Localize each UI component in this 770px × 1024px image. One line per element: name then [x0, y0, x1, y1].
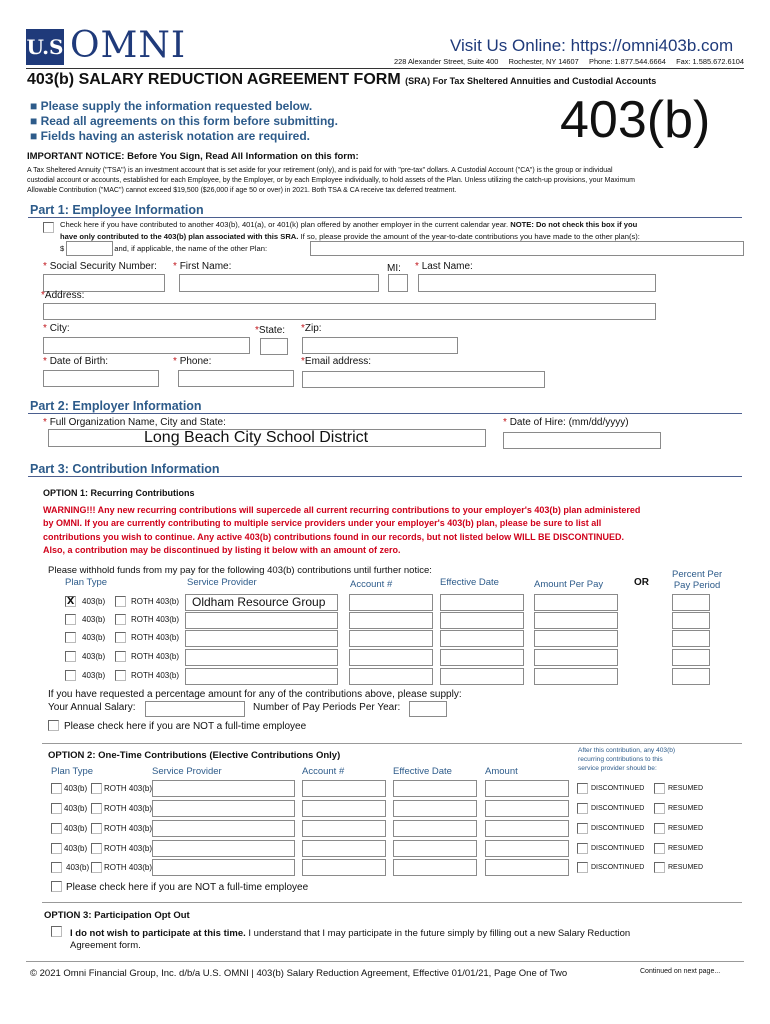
- opt-out-checkbox[interactable]: [51, 926, 62, 937]
- address-label: *Address:: [41, 290, 85, 301]
- resumed-checkbox[interactable]: [654, 783, 665, 794]
- effective-date-input[interactable]: [393, 780, 477, 797]
- dob-input[interactable]: [43, 370, 159, 387]
- amount-input[interactable]: [485, 780, 569, 797]
- notice-heading: IMPORTANT NOTICE: Before You Sign, Read All Information on this form:: [27, 151, 359, 162]
- col-plan-type: Plan Type: [65, 577, 108, 588]
- not-fulltime-label-1: Please check here if you are NOT a full-time employee: [64, 721, 307, 732]
- account-input[interactable]: [349, 668, 433, 685]
- last-name-label: * Last Name:: [415, 261, 473, 272]
- opt2-col-plan-type: Plan Type: [51, 766, 94, 777]
- account-input[interactable]: [302, 859, 386, 876]
- big-403b-label: 403(b): [560, 91, 711, 149]
- footer-rule: [26, 961, 744, 962]
- plan-403b-checkbox[interactable]: [51, 862, 62, 873]
- option3-rule: [42, 902, 742, 903]
- plan-403b-checkbox[interactable]: [65, 670, 76, 681]
- account-input[interactable]: [349, 612, 433, 629]
- service-provider-input[interactable]: [152, 859, 295, 876]
- plan-roth-checkbox[interactable]: [91, 783, 102, 794]
- percentage-note: If you have requested a percentage amount for any of the contributions above, please supply:: [48, 689, 462, 700]
- discontinued-checkbox[interactable]: [577, 803, 588, 814]
- plan-roth-checkbox[interactable]: [91, 823, 102, 834]
- dob-label: * Date of Birth:: [43, 356, 109, 367]
- org-input[interactable]: Long Beach City School District: [48, 429, 486, 447]
- part2-heading: Part 2: Employer Information: [30, 399, 202, 413]
- effective-date-input[interactable]: [393, 820, 477, 837]
- option2-heading: OPTION 2: One-Time Contributions (Elective Contributions Only): [48, 750, 341, 761]
- effective-date-input[interactable]: [393, 859, 477, 876]
- opt2-col-amount: Amount: [485, 766, 518, 777]
- amount-per-pay-input[interactable]: [534, 612, 618, 629]
- option2-rule: [42, 743, 742, 744]
- amount-per-pay-input[interactable]: [534, 668, 618, 685]
- percent-input[interactable]: [672, 668, 710, 685]
- pay-periods-input[interactable]: [409, 701, 447, 717]
- plan-roth-checkbox[interactable]: [115, 614, 126, 625]
- plan-roth-label: ROTH 403(b): [104, 784, 153, 793]
- discontinued-checkbox[interactable]: [577, 823, 588, 834]
- amount-input[interactable]: [485, 859, 569, 876]
- account-input[interactable]: [349, 630, 433, 647]
- plan-403b-label: 403(b): [82, 615, 106, 624]
- plan-roth-checkbox[interactable]: [91, 862, 102, 873]
- not-fulltime-checkbox-2[interactable]: [51, 881, 62, 892]
- account-input[interactable]: [349, 649, 433, 666]
- last-name-input[interactable]: [418, 274, 656, 292]
- amount-per-pay-input[interactable]: [534, 594, 618, 611]
- percent-input[interactable]: [672, 630, 710, 647]
- plan-roth-checkbox[interactable]: [115, 596, 126, 607]
- account-input[interactable]: [349, 594, 433, 611]
- withhold-text: Please withhold funds from my pay for the following 403(b) contributions until further notice:: [48, 565, 432, 576]
- col-amount-per-pay: Amount Per Pay: [534, 579, 604, 590]
- opt-out-text: I do not wish to participate at this time. I understand that I may participate in the future simply by filling out a new Salary Reduction Agreement form.: [70, 928, 631, 951]
- service-provider-input[interactable]: [152, 820, 295, 837]
- discontinued-label: DISCONTINUED: [591, 785, 645, 792]
- service-provider-input[interactable]: [185, 649, 338, 666]
- percent-input[interactable]: [672, 594, 710, 611]
- logo-omni-text: OMNI: [70, 25, 187, 66]
- effective-date-input[interactable]: [440, 668, 524, 685]
- logo-us-mark: U.S: [26, 29, 64, 65]
- omni-logo: [26, 27, 186, 67]
- service-provider-input[interactable]: [185, 612, 338, 629]
- phone-label: * Phone:: [173, 356, 212, 367]
- state-label: *State:: [255, 325, 286, 336]
- city-input[interactable]: [43, 337, 250, 354]
- mi-label: MI:: [387, 263, 401, 274]
- percent-input[interactable]: [672, 649, 710, 666]
- discontinued-label: DISCONTINUED: [591, 805, 645, 812]
- state-input[interactable]: [260, 338, 288, 355]
- hire-date-label: * Date of Hire: (mm/dd/yyyy): [503, 417, 629, 428]
- hire-date-input[interactable]: [503, 432, 661, 449]
- resumed-checkbox[interactable]: [654, 823, 665, 834]
- resumed-label: RESUMED: [668, 805, 704, 812]
- plan-roth-checkbox[interactable]: [115, 651, 126, 662]
- annual-salary-label: Your Annual Salary:: [48, 702, 136, 713]
- city-label: * City:: [43, 323, 70, 334]
- account-input[interactable]: [302, 780, 386, 797]
- resumed-label: RESUMED: [668, 845, 704, 852]
- resumed-label: RESUMED: [668, 785, 704, 792]
- discontinued-label: DISCONTINUED: [591, 864, 645, 871]
- discontinued-checkbox[interactable]: [577, 783, 588, 794]
- plan-403b-checkbox[interactable]: [65, 651, 76, 662]
- address-input[interactable]: [43, 303, 656, 320]
- plan-roth-label: ROTH 403(b): [131, 597, 180, 606]
- service-provider-input[interactable]: [185, 668, 338, 685]
- resumed-label: RESUMED: [668, 825, 704, 832]
- after-contribution-note: After this contribution, any 403(b) recurring contributions to this service provider should be:: [578, 747, 676, 772]
- plan-403b-checkbox[interactable]: [51, 843, 62, 854]
- plan-403b-checkbox[interactable]: [51, 783, 62, 794]
- account-input[interactable]: [302, 820, 386, 837]
- plan-403b-label: 403(b): [66, 863, 90, 872]
- check-mark: x: [67, 592, 75, 607]
- part1-heading: Part 1: Employee Information: [30, 203, 204, 217]
- ssn-label: * Social Security Number:: [43, 261, 157, 272]
- plan-roth-label: ROTH 403(b): [131, 652, 180, 661]
- opt2-col-service-provider: Service Provider: [152, 766, 222, 777]
- zip-input[interactable]: [302, 337, 458, 354]
- not-fulltime-label-2: Please check here if you are NOT a full-time employee: [66, 882, 309, 893]
- amount-per-pay-input[interactable]: [534, 649, 618, 666]
- plan-roth-checkbox[interactable]: [115, 632, 126, 643]
- instruction-bullets: [30, 99, 338, 144]
- plan-403b-checkbox[interactable]: [51, 803, 62, 814]
- plan-403b-label: 403(b): [64, 824, 88, 833]
- plan-403b-label: 403(b): [82, 633, 106, 642]
- email-label: *Email address:: [301, 356, 372, 367]
- email-input[interactable]: [302, 371, 545, 388]
- notice-text: A Tax Sheltered Annuity ("TSA") is an investment account that is set aside for your retirement (only), and is paid for with "pre-tax" dollars. A Custodial Account ("CA") is the group or individual custodial account or accounts, established for each Employee, by the Employer, or by each Employee individually, to hold assets of the Plan. Unless utilizing the catch-up provisions, your Maximum Allowable Contribution ("MAC") cannot exceed $19,500 ($26,000 if age 50 or over) in 2021. Both TSA & CA receive tax deferred treatment.: [27, 167, 636, 194]
- other-plan-checkbox[interactable]: [43, 222, 54, 233]
- plan-roth-checkbox[interactable]: [115, 670, 126, 681]
- plan-403b-label: 403(b): [82, 597, 106, 606]
- footer-copyright: © 2021 Omni Financial Group, Inc. d/b/a U.S. OMNI | 403(b) Salary Reduction Agreement, Effective 01/01/21, Page One of Two: [30, 968, 568, 979]
- not-fulltime-checkbox-1[interactable]: [48, 720, 59, 731]
- service-provider-input[interactable]: [152, 800, 295, 817]
- effective-date-input[interactable]: [440, 649, 524, 666]
- plan-roth-checkbox[interactable]: [91, 843, 102, 854]
- plan-403b-checkbox[interactable]: [51, 823, 62, 834]
- resumed-checkbox[interactable]: [654, 803, 665, 814]
- plan-403b-checkbox[interactable]: [65, 632, 76, 643]
- service-provider-input[interactable]: [185, 630, 338, 647]
- discontinued-checkbox[interactable]: [577, 862, 588, 873]
- zip-label: *Zip:: [301, 323, 322, 334]
- other-plan-amount-input[interactable]: [66, 241, 113, 256]
- contact-address-line: 228 Alexander Street, Suite 400 Rochester, NY 14607 Phone: 1.877.544.6664 Fax: 1.585.672.6104: [394, 57, 744, 66]
- col-percent: Percent Per Pay Period: [672, 569, 723, 591]
- phone-input[interactable]: [178, 370, 294, 387]
- percent-input[interactable]: [672, 612, 710, 629]
- amount-input[interactable]: [485, 840, 569, 857]
- plan-403b-label: 403(b): [64, 844, 88, 853]
- plan-roth-label: ROTH 403(b): [131, 633, 180, 642]
- plan-roth-label: ROTH 403(b): [104, 824, 153, 833]
- plan-403b-checkbox[interactable]: [65, 614, 76, 625]
- account-input[interactable]: [302, 840, 386, 857]
- discontinued-label: DISCONTINUED: [591, 845, 645, 852]
- opt2-col-account: Account #: [302, 766, 345, 777]
- plan-403b-label: 403(b): [82, 671, 106, 680]
- mi-input[interactable]: [388, 274, 408, 292]
- plan-roth-label: ROTH 403(b): [104, 804, 153, 813]
- plan-roth-label: ROTH 403(b): [131, 671, 180, 680]
- warning-text: WARNING!!! Any new recurring contributions will supercede all current recurring contributions to your employer's 403(b) plan administered by OMNI. If you are currently contributing to multiple service providers under your employer's 403(b) plan, please be sure to list all contributions you wish to continue. Any active 403(b) contributions found in our records, but not listed below WILL BE DISCONTINUED. Also, a contribution may be discontinued by listing it below with an amount of zero.: [43, 505, 641, 555]
- plan-roth-label: ROTH 403(b): [104, 844, 153, 853]
- bullet-item: ■ Read all agreements on this form before submitting.: [30, 114, 338, 128]
- part1-rule: [28, 217, 742, 218]
- visit-online-text: Visit Us Online: https://omni403b.com: [450, 36, 734, 55]
- other-plan-text: Check here if you have contributed to another 403(b), 401(a), or 401(k) plan offered by another employer in the current calendar year. NOTE: Do not check this box if you have only contributed to the 403(b) plan associated with this SRA. If so, please provide the amount of the year-to-date contributions you have made to the other plan(s): $ and, if applicable, the name of the other Plan:: [60, 220, 640, 253]
- effective-date-input[interactable]: [393, 840, 477, 857]
- first-name-label: * First Name:: [173, 261, 232, 272]
- plan-403b-label: 403(b): [82, 652, 106, 661]
- resumed-checkbox[interactable]: [654, 862, 665, 873]
- or-label: OR: [634, 577, 649, 588]
- header-rule: [26, 68, 744, 69]
- effective-date-input[interactable]: [440, 612, 524, 629]
- plan-roth-checkbox[interactable]: [91, 803, 102, 814]
- service-provider-input[interactable]: [152, 840, 295, 857]
- option3-heading: OPTION 3: Participation Opt Out: [44, 910, 190, 921]
- discontinued-label: DISCONTINUED: [591, 825, 645, 832]
- col-account: Account #: [350, 579, 393, 590]
- amount-input[interactable]: [485, 800, 569, 817]
- first-name-input[interactable]: [179, 274, 379, 292]
- account-input[interactable]: [302, 800, 386, 817]
- plan-403b-label: 403(b): [64, 804, 88, 813]
- opt2-col-effective-date: Effective Date: [393, 766, 452, 777]
- other-plan-name-input[interactable]: [310, 241, 744, 256]
- effective-date-input[interactable]: [440, 594, 524, 611]
- bullet-item: ■ Please supply the information requested below.: [30, 99, 313, 113]
- plan-roth-label: ROTH 403(b): [104, 863, 153, 872]
- col-effective-date: Effective Date: [440, 577, 499, 588]
- plan-403b-label: 403(b): [64, 784, 88, 793]
- plan-roth-label: ROTH 403(b): [131, 615, 180, 624]
- resumed-checkbox[interactable]: [654, 843, 665, 854]
- org-label: * Full Organization Name, City and State:: [43, 417, 226, 428]
- form-title: 403(b) SALARY REDUCTION AGREEMENT FORM (SRA) For Tax Sheltered Annuities and Custodial Accounts: [27, 71, 657, 88]
- pay-periods-label: Number of Pay Periods Per Year:: [253, 702, 401, 713]
- col-service-provider: Service Provider: [187, 577, 257, 588]
- footer-continued: Continued on next page...: [640, 968, 721, 975]
- service-provider-input[interactable]: [152, 780, 295, 797]
- effective-date-input[interactable]: [440, 630, 524, 647]
- bullet-item: ■ Fields having an asterisk notation are required.: [30, 129, 311, 143]
- part3-heading: Part 3: Contribution Information: [30, 462, 220, 476]
- discontinued-checkbox[interactable]: [577, 843, 588, 854]
- option1-heading: OPTION 1: Recurring Contributions: [43, 488, 195, 498]
- resumed-label: RESUMED: [668, 864, 704, 871]
- service-provider-input[interactable]: Oldham Resource Group: [185, 594, 338, 611]
- part3-rule: [28, 476, 742, 477]
- amount-input[interactable]: [485, 820, 569, 837]
- effective-date-input[interactable]: [393, 800, 477, 817]
- part2-rule: [28, 413, 742, 414]
- amount-per-pay-input[interactable]: [534, 630, 618, 647]
- annual-salary-input[interactable]: [145, 701, 245, 717]
